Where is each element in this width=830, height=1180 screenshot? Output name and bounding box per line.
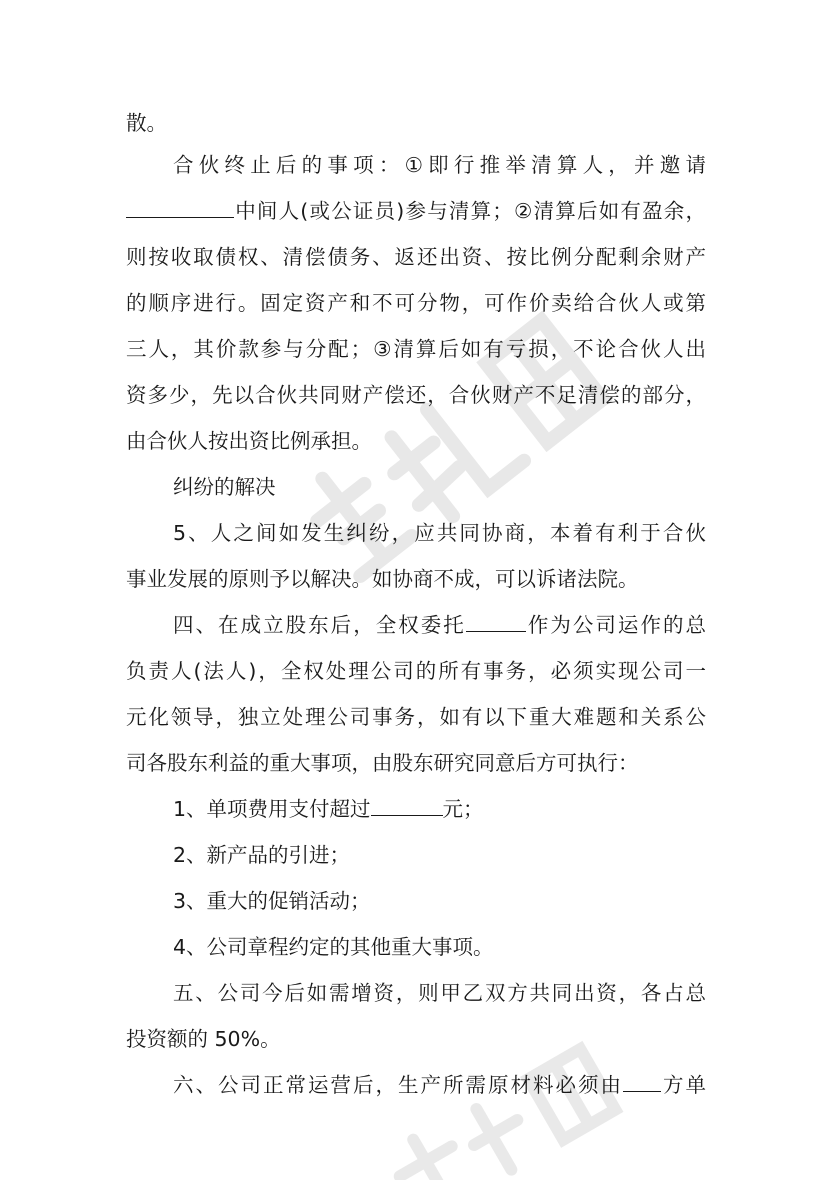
line-text: 纠纷的解决 <box>173 475 276 499</box>
fill-in-blank <box>623 1067 661 1092</box>
text-line <box>173 974 706 1012</box>
line-text: 事业发展的原则予以解决。如协商不成，可以诉诸法院。 <box>126 567 639 591</box>
line-text: 元化领导，独立处理公司事务，如有以下重大难题和关系公 <box>126 705 706 729</box>
line-text: 四、在成立股东后，全权委托 <box>173 613 466 637</box>
text-line <box>126 238 706 276</box>
text-line <box>126 1020 281 1058</box>
line-text: 六、公司正常运营后，生产所需原材料必须由 <box>173 1073 623 1097</box>
line-text: 由合伙人按出资比例承担。 <box>126 429 372 453</box>
line-text: 4、公司章程约定的其他重大事项。 <box>173 935 494 959</box>
line-text: 合伙终止后的事项：①即行推举清算人，并邀请 <box>173 153 706 177</box>
text-line <box>126 560 639 598</box>
text-line <box>173 836 350 874</box>
line-text: 的顺序进行。固定资产和不可分物，可作价卖给合伙人或第 <box>126 291 706 315</box>
line-text: 1、单项费用支付超过 <box>173 797 371 821</box>
line-text: 则按收取债权、清偿债务、返还出资、按比例分配剩余财产 <box>126 245 706 269</box>
text-line <box>173 1066 706 1104</box>
line-text-after-blank: 中间人(或公证员)参与清算；②清算后如有盈余， <box>234 199 706 223</box>
line-text: 五、公司今后如需增资，则甲乙双方共同出资，各占总 <box>173 981 706 1005</box>
line-text: 三人，其价款参与分配；③清算后如有亏损，不论合伙人出 <box>126 337 706 361</box>
line-text-after-blank: 方单 <box>661 1073 706 1097</box>
text-line <box>126 744 639 782</box>
line-text: 2、新产品的引进； <box>173 843 351 867</box>
line-text-after-blank: 作为公司运作的总 <box>525 613 707 637</box>
text-line <box>126 422 372 460</box>
text-line <box>173 606 706 644</box>
line-text: 负责人(法人)，全权处理公司的所有事务，必须实现公司一 <box>126 659 706 683</box>
text-line <box>173 146 706 184</box>
text-line <box>173 790 484 828</box>
line-text: 投资额的 50%。 <box>126 1027 281 1051</box>
fill-in-blank <box>466 607 526 632</box>
text-line <box>126 104 167 142</box>
line-text: 3、重大的促销活动； <box>173 889 371 913</box>
text-line <box>126 192 706 230</box>
text-line <box>126 376 706 414</box>
line-text: 散。 <box>126 111 167 135</box>
line-text: 5、人之间如发生纠纷，应共同协商，本着有利于合伙 <box>173 521 706 545</box>
line-text-after-blank: 元； <box>442 797 484 821</box>
line-text: 司各股东利益的重大事项，由股东研究同意后方可执行： <box>126 751 639 775</box>
fill-in-blank <box>371 791 443 816</box>
line-text: 资多少，先以合伙共同财产偿还，合伙财产不足清偿的部分， <box>126 383 706 407</box>
text-line <box>126 698 706 736</box>
text-line <box>173 514 706 552</box>
text-line <box>173 468 276 506</box>
fill-in-blank <box>126 193 234 218</box>
text-line <box>173 882 371 920</box>
text-line <box>173 928 494 966</box>
text-line <box>126 284 706 322</box>
text-line <box>126 330 706 368</box>
text-line <box>126 652 706 690</box>
watermark-graphic-bottom <box>350 1040 650 1180</box>
